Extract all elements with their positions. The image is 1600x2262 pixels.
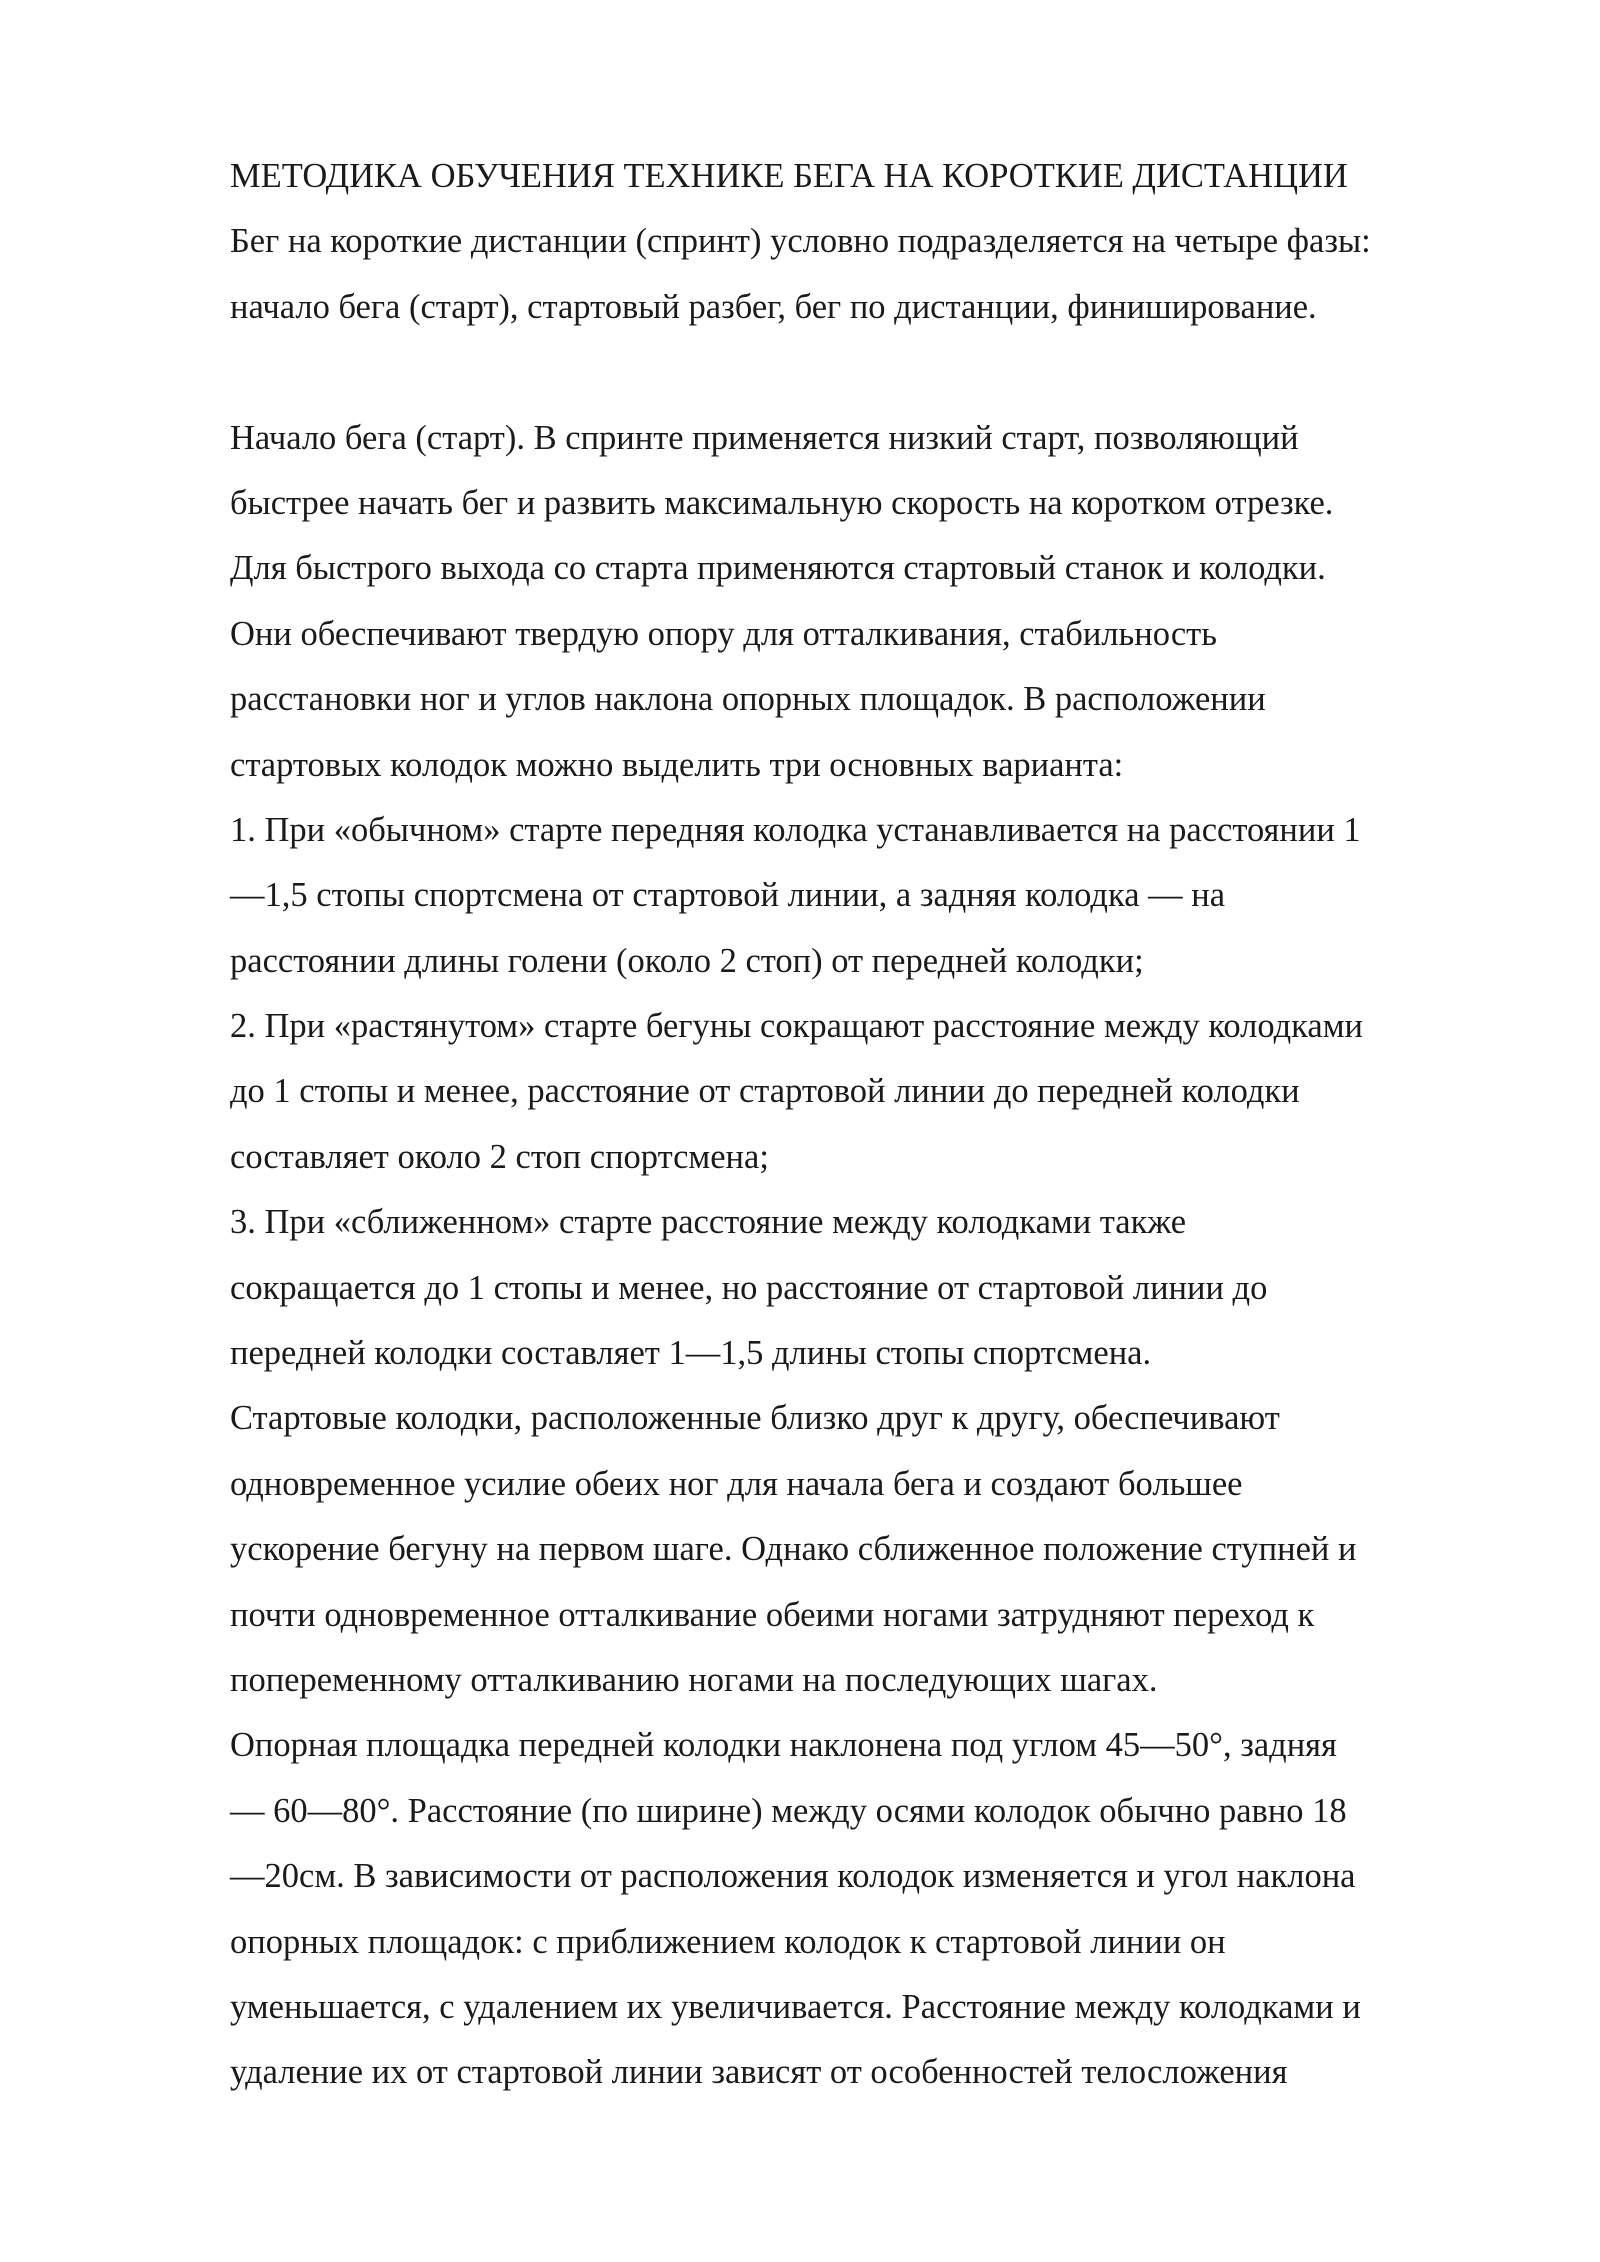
list-item-line: 2. При «растянутом» старте бегуны сокращают расстояние между колодками	[230, 1007, 1364, 1046]
text-line: Они обеспечивают твердую опору для отталкивания, стабильность	[230, 614, 1217, 653]
document-title: МЕТОДИКА ОБУЧЕНИЯ ТЕХНИКЕ БЕГА НА КОРОТКИЕ ДИСТАНЦИИ	[230, 157, 1348, 195]
text-line: Бег на короткие дистанции (спринт) условно подразделяется на четыре фазы:	[230, 222, 1371, 261]
text-line: быстрее начать бег и развить максимальную скорость на коротком отрезке.	[230, 483, 1334, 522]
text-line: ускорение бегуну на первом шаге. Однако сближенное положение ступней и	[230, 1530, 1357, 1569]
list-item-line: передней колодки составляет 1—1,5 длины стопы спортсмена.	[230, 1334, 1152, 1373]
list-item-line: расстоянии длины голени (около 2 стоп) от передней колодки;	[230, 941, 1144, 980]
text-line: почти одновременное отталкивание обеими ногами затрудняют переход к	[230, 1595, 1315, 1634]
text-line: стартовых колодок можно выделить три основных варианта:	[230, 745, 1124, 784]
list-item-line: —1,5 стопы спортсмена от стартовой линии, а задняя колодка — на	[230, 876, 1226, 915]
text-line: Стартовые колодки, расположенные близко друг к другу, обеспечивают	[230, 1399, 1280, 1438]
text-line: начало бега (старт), стартовый разбег, бег по дистанции, финиширование.	[230, 287, 1317, 326]
list-item-line: 1. При «обычном» старте передняя колодка устанавливается на расстоянии 1	[230, 810, 1361, 849]
blank-line	[230, 342, 1530, 407]
list-item-line: до 1 стопы и менее, расстояние от стартовой линии до передней колодки	[230, 1072, 1300, 1111]
text-line: Для быстрого выхода со старта применяются стартовый станок и колодки.	[230, 549, 1326, 588]
text-line: уменьшается, с удалением их увеличивается. Расстояние между колодками и	[230, 1987, 1361, 2026]
text-line: расстановки ног и углов наклона опорных площадок. В расположении	[230, 680, 1266, 719]
list-item-line: 3. При «сближенном» старте расстояние между колодками также	[230, 1203, 1187, 1242]
text-line: Начало бега (старт). В спринте применяется низкий старт, позволяющий	[230, 418, 1299, 457]
list-item-line: сокращается до 1 стопы и менее, но расстояние от стартовой линии до	[230, 1268, 1268, 1307]
list-item-line: составляет около 2 стоп спортсмена;	[230, 1137, 769, 1176]
text-line: попеременному отталкиванию ногами на последующих шагах.	[230, 1660, 1158, 1699]
document-body	[230, 146, 1530, 2108]
text-line: опорных площадок: с приближением колодок к стартовой линии он	[230, 1922, 1226, 1961]
text-line: —20см. В зависимости от расположения колодок изменяется и угол наклона	[230, 1857, 1356, 1896]
text-line: Опорная площадка передней колодки наклонена под углом 45—50°, задняя	[230, 1726, 1337, 1765]
text-line: — 60—80°. Расстояние (по ширине) между осями колодок обычно равно 18	[230, 1791, 1347, 1830]
text-line: удаление их от стартовой линии зависят от особенностей телосложения	[230, 2053, 1288, 2092]
text-line: одновременное усилие обеих ног для начала бега и создают большее	[230, 1464, 1243, 1503]
